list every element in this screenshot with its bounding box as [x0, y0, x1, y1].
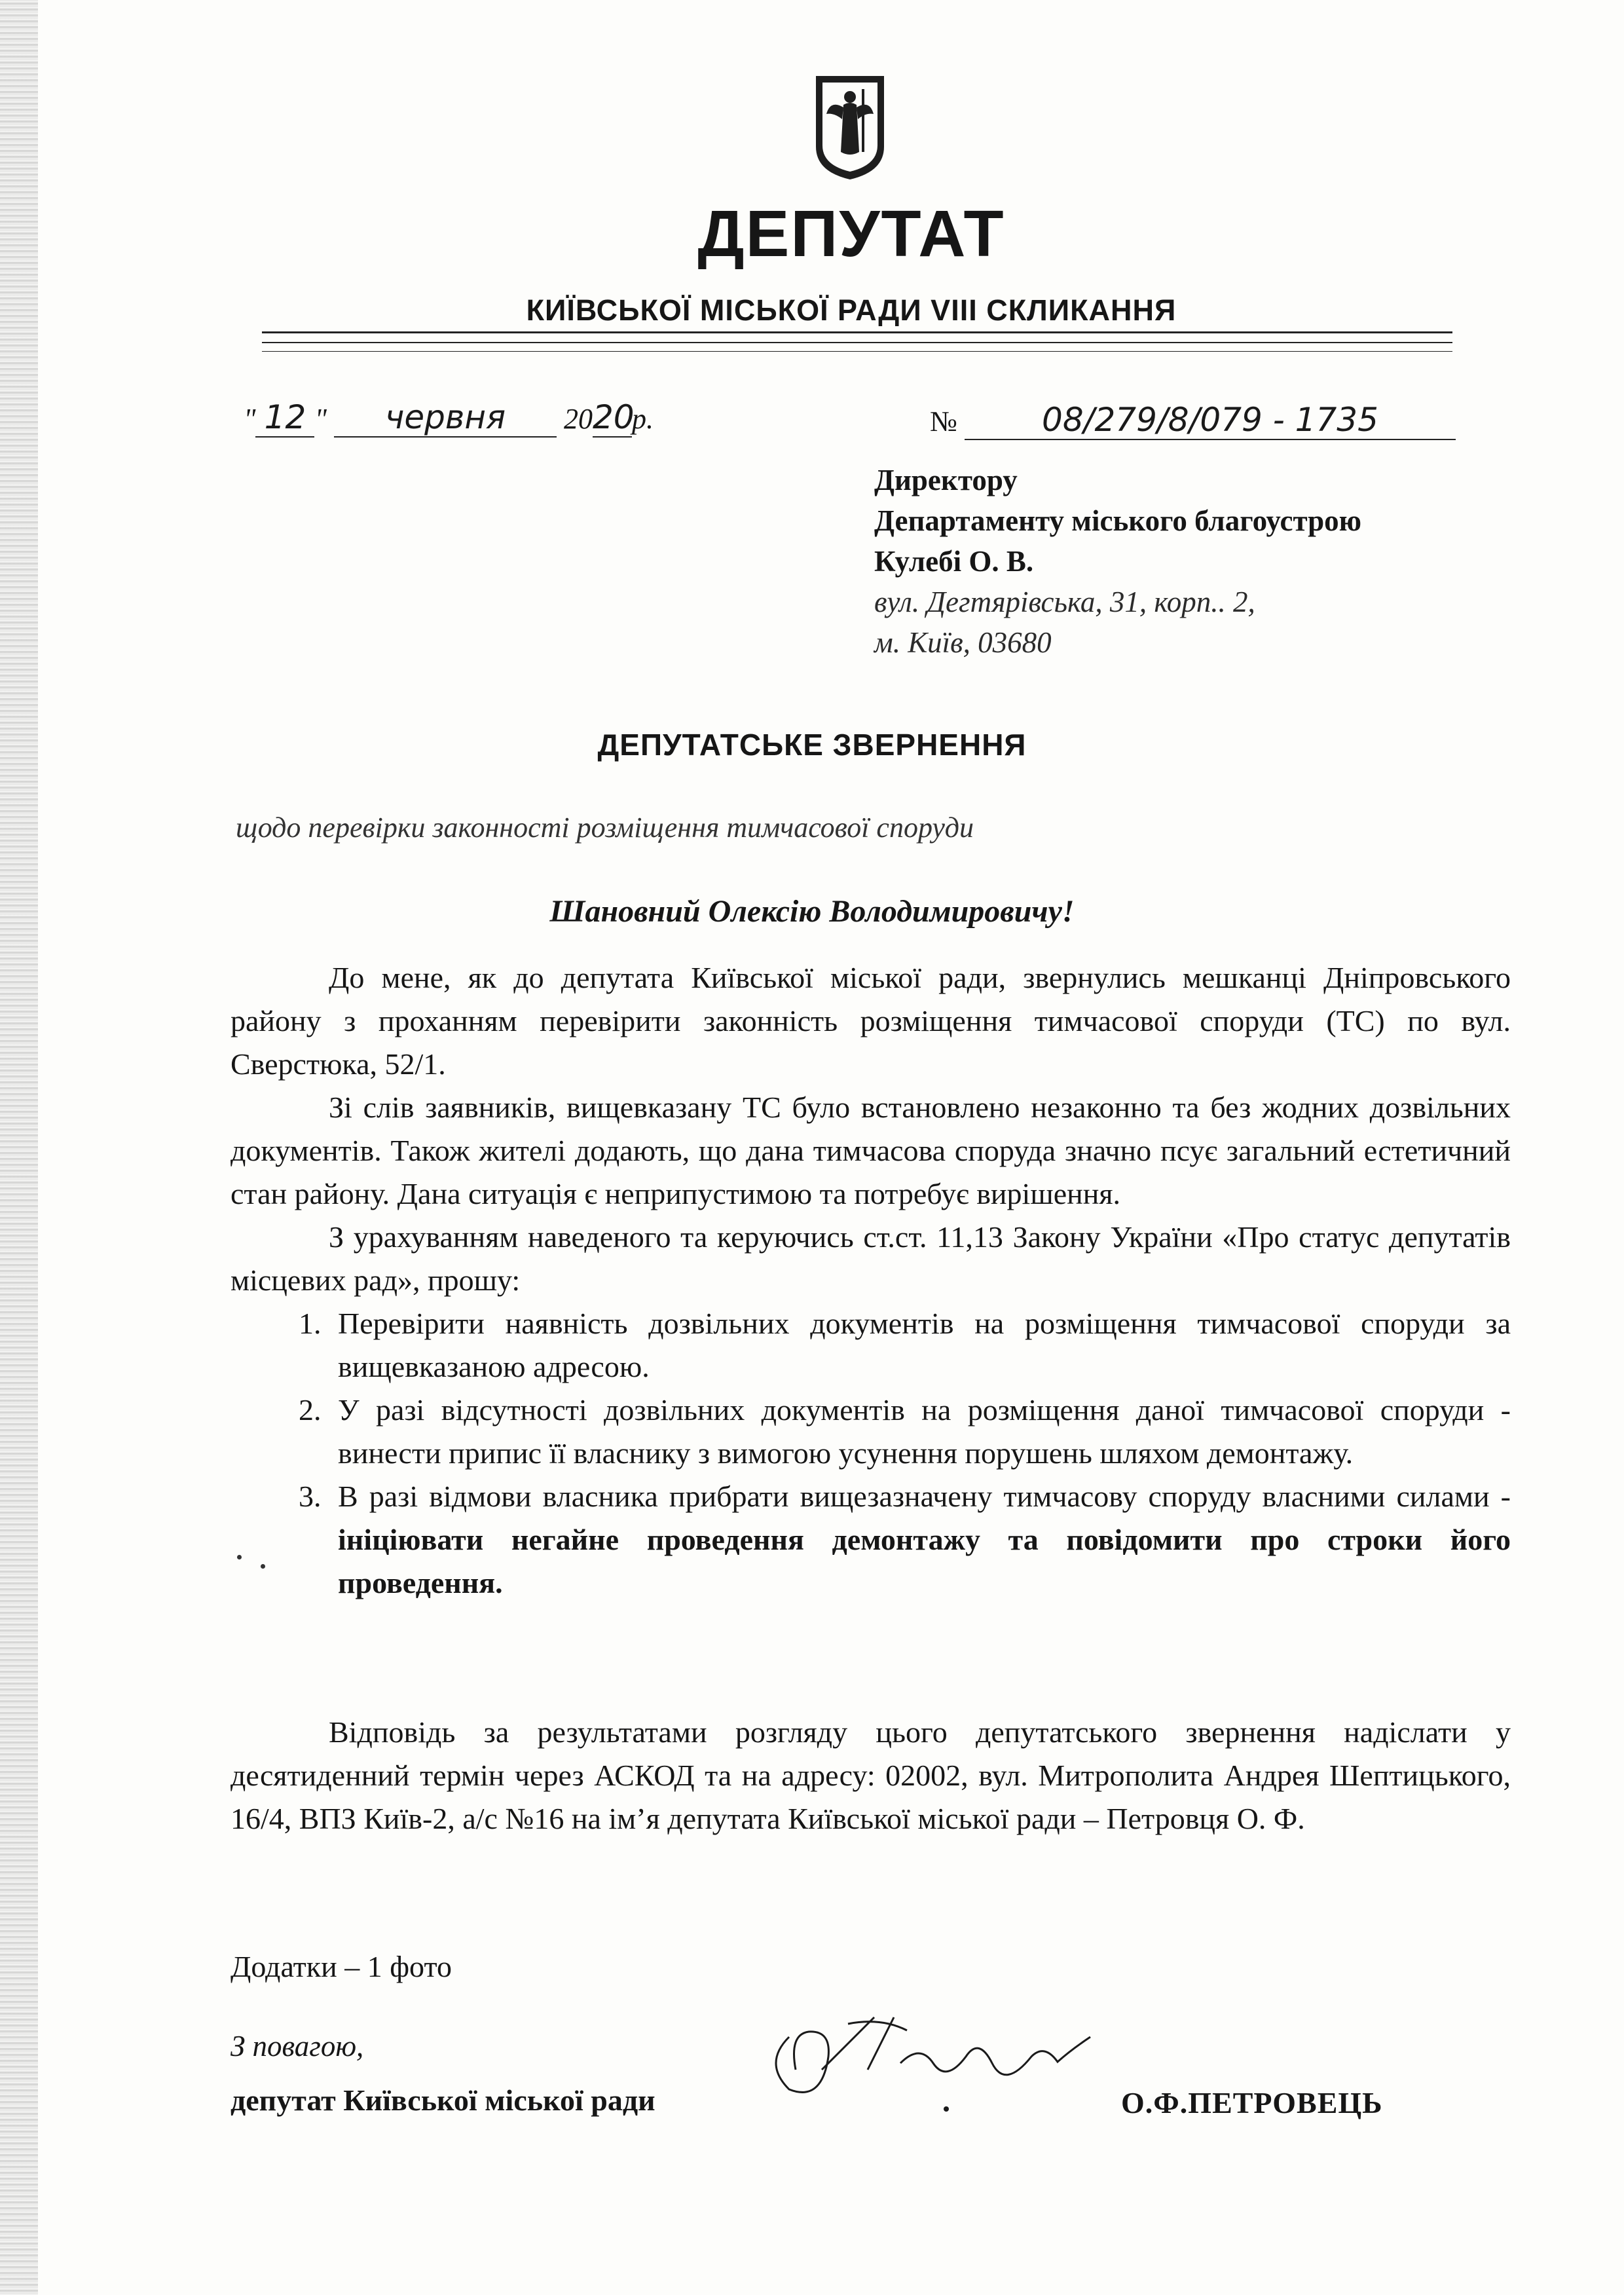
- document-subject: щодо перевірки законності розміщення тимчасової споруди: [236, 812, 974, 844]
- response-instructions: [231, 1711, 1511, 1840]
- signer-name: О.Ф.ПЕТРОВЕЦЬ: [1121, 2086, 1383, 2119]
- number-value: 08/279/8/079 - 1735: [965, 401, 1456, 440]
- addressee-position: Директору: [874, 464, 1018, 496]
- closing-regards: З повагою,: [231, 2030, 364, 2062]
- paragraph-2: Зі слів заявників, вищевказану ТС було встановлено незаконно та без жодних дозвільних документів. Також жителі додають, що дана тимчасова споруда значно псує загальний естетичний стан району. Дана ситуація є неприпустимою та потребує вирішення.: [231, 1091, 1511, 1210]
- number-sign: №: [930, 405, 957, 438]
- addressee-street: вул. Дегтярівська, 31, корп.. 2,: [874, 586, 1255, 618]
- emphasis-text: ініціювати негайне проведення демонтажу та повідомити про строки його проведення.: [338, 1523, 1511, 1599]
- attachments-note: Додатки – 1 фото: [231, 1950, 452, 1983]
- header-title: ДЕПУТАТ: [697, 197, 1005, 271]
- header-rule: [262, 331, 1452, 333]
- addressee-city: м. Київ, 03680: [874, 626, 1052, 659]
- paragraph-3: З урахуванням наведеного та керуючись ст.ст. 11,13 Закону України «Про статус депутатів місцевих рад», прошу:: [231, 1220, 1511, 1297]
- signer-position: депутат Київської міської ради: [231, 2083, 655, 2117]
- list-item: 1. Перевірити наявність дозвільних документів на розміщення тимчасової споруди за вищевказаною адресою.: [329, 1302, 1511, 1389]
- addressee-block: [874, 460, 1361, 663]
- scan-speck: [261, 1564, 265, 1569]
- paragraph-4: Відповідь за результатами розгляду цього депутатського звернення надіслати у десятиденний термін через АСКОД та на адресу: 02002, вул. Митрополита Андрея Шептицького, 16/4, ВПЗ Київ-2, а/с №16 на ім’я депутата Київської міської ради – Петровця О. Ф.: [231, 1715, 1511, 1835]
- header-rule-3: [262, 351, 1452, 352]
- paragraph-1: До мене, як до депутата Київської міської ради, звернулись мешканці Дніпровського району з проханням перевірити законність розміщення тимчасової споруди (ТС) по вул. Сверстюка, 52/1.: [231, 961, 1511, 1081]
- kyiv-coat-of-arms-icon: [813, 73, 887, 182]
- date-year: 20: [592, 398, 635, 436]
- greeting: Шановний Олексію Володимировичу!: [549, 894, 1075, 929]
- document-date: " 12 " червня 2020р.: [244, 398, 654, 436]
- date-day: 12: [255, 398, 314, 438]
- request-list: [231, 1302, 1511, 1605]
- document-title: ДЕПУТАТСЬКЕ ЗВЕРНЕННЯ: [597, 728, 1027, 762]
- header-subtitle: КИЇВСЬКОЇ МІСЬКОЇ РАДИ VIII СКЛИКАННЯ: [526, 293, 1177, 327]
- letter-body: [231, 956, 1511, 1605]
- date-month: червня: [334, 398, 557, 438]
- scan-speck: [237, 1555, 242, 1559]
- addressee-name: Кулебі О. В.: [874, 545, 1034, 578]
- date-year-prefix: 20: [563, 403, 593, 435]
- header-rule-2: [262, 342, 1452, 343]
- scan-edge-artifact: [0, 0, 38, 2295]
- date-suffix: р.: [631, 403, 654, 435]
- list-item: 3. В разі відмови власника прибрати вищезазначену тимчасову споруду власними силами - ініціювати негайне проведення демонтажу та повідомити про строки його проведення.: [329, 1475, 1511, 1605]
- document-number: [930, 401, 1456, 440]
- addressee-department: Департаменту міського благоустрою: [874, 504, 1362, 537]
- list-item: 2. У разі відсутності дозвільних документів на розміщення даної тимчасової споруди - винести припис її власнику з вимогою усунення порушень шляхом демонтажу.: [329, 1389, 1511, 1475]
- handwritten-signature: [750, 1991, 1116, 2122]
